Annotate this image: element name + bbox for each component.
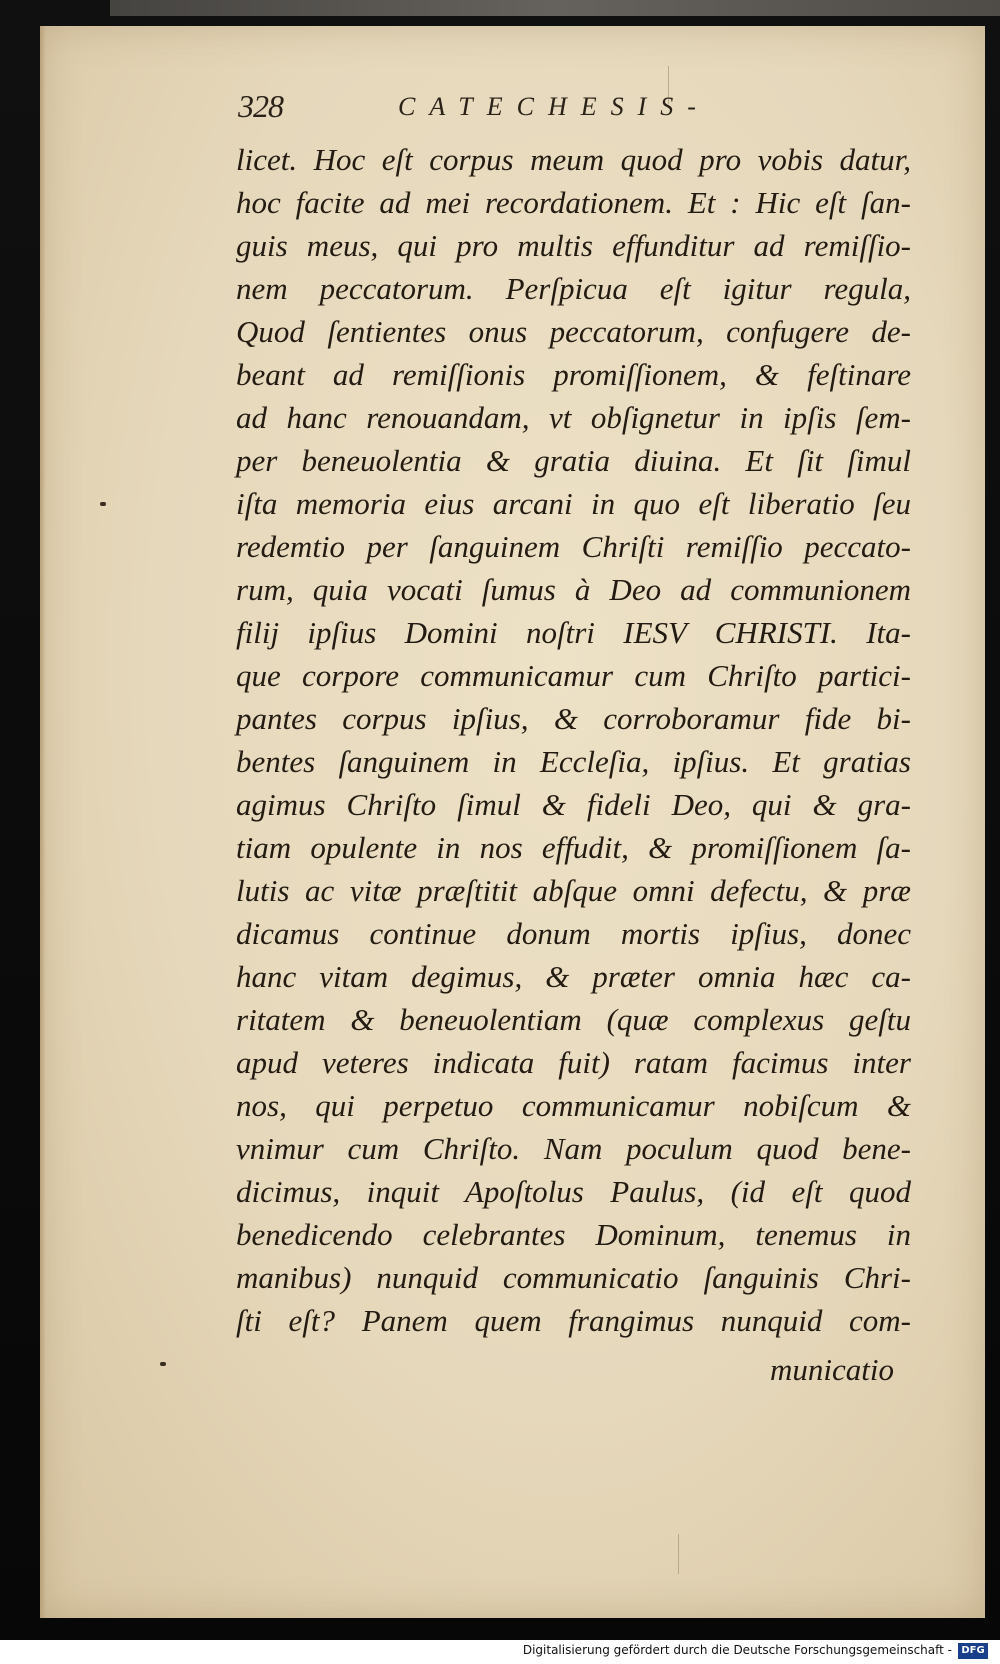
text-line: ſti eſt? Panem quem frangimus nunquid com- [236,1303,911,1338]
text-line: apud veteres indicata fuit) ratam facimus inter [236,1045,911,1080]
text-line: hanc vitam degimus, & præter omnia hæc ca- [236,959,911,994]
catchword: municatio [770,1352,894,1387]
text-line: nos, qui perpetuo communicamur nobiſcum & [236,1088,911,1123]
text-line: nem peccatorum. Perſpicua eſt igitur regula, [236,271,911,306]
page-number: 328 [238,88,283,124]
text-line: ad hanc renouandam, vt obſignetur in ipſis ſem- [236,400,911,435]
text-line: benedicendo celebrantes Dominum, tenemus in [236,1217,911,1252]
text-line: agimus Chriſto ſimul & fideli Deo, qui & gra- [236,787,911,822]
funding-credit: Digitalisierung gefördert durch die Deutsche Forschungsgemeinschaft - [522,1643,952,1657]
text-line: tiam opulente in nos effudit, & promiſſionem ſa- [236,830,911,865]
text-line: hoc facite ad mei recordationem. Et : Hic eſt ſan- [236,185,911,220]
text-line: rum, quia vocati ſumus à Deo ad communionem [236,572,911,607]
text-line: filij ipſius Domini noſtri IESV CHRISTI. Ita- [236,615,911,650]
body-text [236,138,911,1342]
page-gutter-shadow [40,26,46,1618]
ink-speck [100,502,106,506]
text-line: per beneuolentia & gratia diuina. Et ſit ſimul [236,443,911,478]
paper-crease-mark [678,1534,679,1574]
ink-speck [160,1362,166,1366]
running-head-title: CATECHESIS- [398,92,710,121]
text-line: pantes corpus ipſius, & corroboramur fide bi- [236,701,911,736]
dfg-logo: DFG [958,1643,988,1659]
text-line: que corpore communicamur cum Chriſto partici- [236,658,911,693]
text-line: guis meus, qui pro multis effunditur ad remiſſio- [236,228,911,263]
text-line: Quod ſentientes onus peccatorum, confugere de- [236,314,911,349]
text-line: redemtio per ſanguinem Chriſti remiſſio peccato- [236,529,911,564]
text-line: vnimur cum Chriſto. Nam poculum quod bene- [236,1131,911,1166]
text-line: ritatem & beneuolentiam (quæ complexus geſtu [236,1002,911,1037]
text-line: dicimus, inquit Apoſtolus Paulus, (id eſt quod [236,1174,911,1209]
text-line: beant ad remiſſionis promiſſionem, & feſtinare [236,357,911,392]
digitization-footer [0,1640,1000,1664]
running-head [238,88,858,128]
text-line: dicamus continue donum mortis ipſius, donec [236,916,911,951]
text-line: lutis ac vitæ præſtitit abſque omni defectu, & præ [236,873,911,908]
text-line: bentes ſanguinem in Eccleſia, ipſius. Et gratias [236,744,911,779]
text-line: manibus) nunquid communicatio ſanguinis Chri- [236,1260,911,1295]
scan-top-edge [110,0,1000,16]
text-line: licet. Hoc eſt corpus meum quod pro vobis datur, [236,142,911,177]
text-line: iſta memoria eius arcani in quo eſt liberatio ſeu [236,486,911,521]
